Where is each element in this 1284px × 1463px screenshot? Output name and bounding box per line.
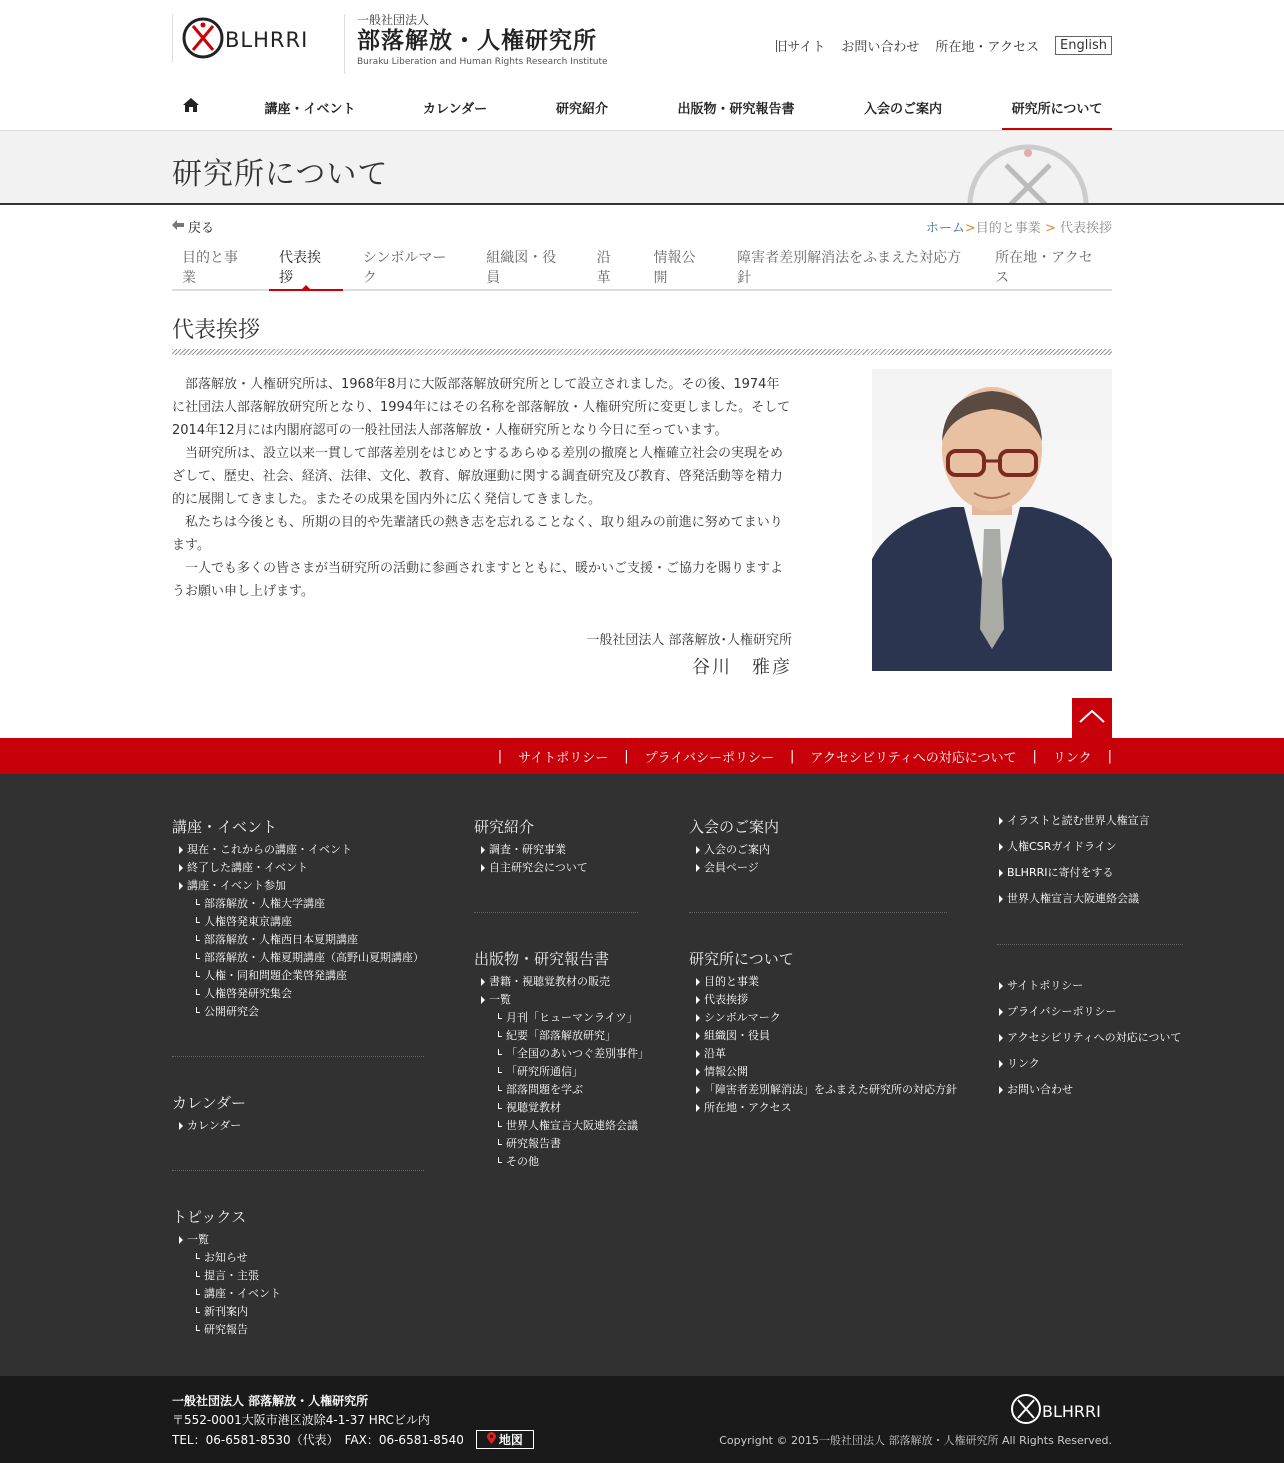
footer-link[interactable]: 講座・イベント xyxy=(172,1285,281,1303)
copyright: Copyright © 2015一般社団法人 部落解放・人権研究所 All Rights Reserved. xyxy=(719,1434,1112,1447)
footer-link[interactable]: 世界人権宣言大阪連絡会議 xyxy=(992,886,1150,912)
footer-link[interactable]: その他 xyxy=(474,1153,649,1171)
greeting-paragraph: 部落解放・人権研究所は、1968年8月に大阪部落解放研究所として設立されました。その後、1974年に社団法人部落解放研究所となり、1994年にはその名称を部落解放・人権研究所に変更しました。そして2014年12月には内閣府認可の一般社団法人部落解放・人権研究所となり今日に至っています。 xyxy=(172,377,791,438)
tab-organization[interactable]: 組織図・役員 xyxy=(486,250,557,286)
footer-events xyxy=(172,816,424,1021)
privacy-policy-link[interactable]: プライバシーポリシー xyxy=(644,750,775,766)
footer-link[interactable]: イラストと読む世界人権宣言 xyxy=(992,808,1150,834)
english-link[interactable]: English xyxy=(1055,36,1112,55)
footer-contact xyxy=(172,1430,534,1449)
blhrri-logo-mark[interactable] xyxy=(172,14,332,62)
signature-org: 一般社団法人 部落解放･人権研究所 xyxy=(586,633,792,648)
footer-link[interactable]: 世界人権宣言大阪連絡会議 xyxy=(474,1117,649,1135)
divider: | xyxy=(1032,748,1037,764)
back-button[interactable] xyxy=(172,217,214,236)
footer-divider xyxy=(997,944,1183,945)
footer-link[interactable]: お問い合わせ xyxy=(992,1077,1181,1103)
old-site-link[interactable]: 旧サイト xyxy=(774,40,826,55)
footer-logo[interactable] xyxy=(1010,1392,1112,1430)
breadcrumb-home[interactable]: ホーム xyxy=(925,221,965,236)
footer-link[interactable]: サイトポリシー xyxy=(992,973,1181,999)
nav-calendar[interactable]: カレンダー xyxy=(422,101,488,117)
map-pin-icon xyxy=(487,1432,496,1447)
footer-link[interactable]: 部落解放・人権大学講座 xyxy=(172,895,424,913)
footer-link[interactable]: 提言・主張 xyxy=(172,1267,281,1285)
sub-bar xyxy=(172,205,1112,245)
footer-external-links xyxy=(992,808,1150,912)
nav-home[interactable] xyxy=(172,84,210,130)
accessibility-link[interactable]: アクセシビリティへの対応について xyxy=(810,750,1017,766)
footer-bottom xyxy=(0,1376,1284,1463)
site-policy-link[interactable]: サイトポリシー xyxy=(518,750,609,766)
footer-link[interactable]: 月刊「ヒューマンライツ」 xyxy=(474,1009,649,1027)
home-icon xyxy=(182,97,200,117)
footer-sitemap xyxy=(0,774,1284,1376)
breadcrumb-sep: > xyxy=(1044,221,1056,236)
footer-link[interactable]: 新刊案内 xyxy=(172,1303,281,1321)
footer-heading[interactable]: 研究所について xyxy=(689,950,794,968)
footer-link[interactable]: 目的と事業 xyxy=(689,973,957,991)
footer-heading[interactable]: 入会のご案内 xyxy=(689,818,780,836)
chevron-up-icon xyxy=(1079,709,1105,727)
nav-research[interactable]: 研究紹介 xyxy=(555,101,608,117)
nav-about[interactable]: 研究所について xyxy=(1002,84,1112,130)
footer-heading[interactable]: 講座・イベント xyxy=(172,818,278,836)
footer-link[interactable]: 所在地・アクセス xyxy=(689,1099,957,1117)
greeting-paragraph: 一人でも多くの皆さまが当研究所の活動に参画されますとともに、暖かいご支援・ご協力を賜りますようお願い申し上げます。 xyxy=(172,561,784,599)
footer-link[interactable]: 一覧 xyxy=(172,1231,281,1249)
footer-link[interactable]: 組織図・役員 xyxy=(689,1027,957,1045)
site-logo[interactable] xyxy=(172,14,608,74)
section-heading: 代表挨拶 xyxy=(172,318,261,343)
footer-link[interactable]: シンボルマーク xyxy=(689,1009,957,1027)
access-link[interactable]: 所在地・アクセス xyxy=(935,40,1040,55)
symbol-watermark-icon xyxy=(966,139,1096,205)
links-link[interactable]: リンク xyxy=(1052,750,1092,766)
footer-link[interactable]: 書籍・視聴覚教材の販売 xyxy=(474,973,649,991)
breadcrumb xyxy=(926,217,1112,236)
footer-membership xyxy=(689,816,779,877)
footer-link[interactable]: 「障害者差別解消法」をふまえた研究所の対応方針 xyxy=(689,1081,957,1099)
footer-tel: TEL：06-6581-8530（代表） FAX：06-6581-8540 xyxy=(172,1433,464,1447)
footer-calendar xyxy=(172,1092,246,1135)
footer-link[interactable]: 紀要「部落解放研究」 xyxy=(474,1027,649,1045)
footer-logo-text: BLHRRI xyxy=(1042,1402,1101,1421)
footer-link[interactable]: 研究報告書 xyxy=(474,1135,649,1153)
greeting-message xyxy=(172,373,792,603)
footer-address: 〒552-0001大阪市港区波除4-1-37 HRCビル内 xyxy=(172,1413,430,1427)
footer-publications xyxy=(474,948,649,1171)
footer-link[interactable]: 講座・イベント参加 xyxy=(172,877,424,895)
map-label: 地図 xyxy=(498,1433,523,1447)
logo-en: Buraku Liberation and Human Rights Research Institute xyxy=(357,57,608,67)
greeting-content xyxy=(172,355,1112,695)
footer-link[interactable]: 調査・研究事業 xyxy=(474,841,588,859)
footer-link[interactable]: 部落解放・人権西日本夏期講座 xyxy=(172,931,424,949)
tab-disability-policy[interactable]: 障害者差別解消法をふまえた対応方針 xyxy=(737,250,962,286)
footer-topics xyxy=(172,1206,281,1339)
footer-link[interactable]: 人権啓発研究集会 xyxy=(172,985,424,1003)
footer-link[interactable]: 「全国のあいつぐ差別事件」 xyxy=(474,1045,649,1063)
footer-link[interactable]: リンク xyxy=(992,1051,1181,1077)
president-portrait xyxy=(872,369,1112,671)
footer-link[interactable]: 自主研究会について xyxy=(474,859,588,877)
tab-symbol[interactable]: シンボルマーク xyxy=(362,250,447,286)
logo-small: 一般社団法人 xyxy=(357,13,430,27)
footer-link[interactable]: 公開研究会 xyxy=(172,1003,424,1021)
breadcrumb-sep: > xyxy=(964,221,976,236)
arrow-left-icon xyxy=(172,219,184,234)
footer-link[interactable]: 部落解放・人権夏期講座（高野山夏期講座） xyxy=(172,949,424,967)
nav-events[interactable]: 講座・イベント xyxy=(264,101,356,117)
logo-main: 部落解放・人権研究所 xyxy=(357,28,597,54)
logo-mark-text: BLHRRI xyxy=(225,28,309,52)
back-label: 戻る xyxy=(188,221,215,236)
site-header xyxy=(172,0,1112,84)
footer-heading[interactable]: 出版物・研究報告書 xyxy=(474,950,610,968)
footer-link[interactable]: 人権・同和問題企業啓発講座 xyxy=(172,967,424,985)
map-button[interactable] xyxy=(476,1430,534,1449)
footer-divider xyxy=(474,912,638,913)
tab-greeting[interactable]: 代表挨拶 xyxy=(269,245,343,289)
divider: | xyxy=(624,748,629,764)
footer-link[interactable]: 終了した講座・イベント xyxy=(172,859,424,877)
logo-text xyxy=(344,14,608,74)
footer-link-band xyxy=(0,738,1284,774)
greeting-paragraph: 当研究所は、設立以来一貫して部落差別をはじめとするあらゆる差別の撤廃と人権確立社会の実現をめざして、歴史、社会、経済、法律、文化、教育、解放運動に関する調査研究及び教育、啓発活動等を精力的に展開してきました。またその成果を国内外に広く発信してきました。 xyxy=(172,446,784,507)
footer-link[interactable]: カレンダー xyxy=(172,1117,246,1135)
greeting-paragraph: 私たちは今後とも、所期の目的や先輩諸氏の熱き志を忘れることなく、取り組みの前進に努めてまいります。 xyxy=(172,515,783,553)
footer-link[interactable]: プライバシーポリシー xyxy=(992,999,1181,1025)
divider: | xyxy=(497,748,503,764)
footer-link[interactable]: 視聴覚教材 xyxy=(474,1099,649,1117)
tab-disclosure[interactable]: 情報公開 xyxy=(653,250,696,286)
footer-link[interactable]: 沿革 xyxy=(689,1045,957,1063)
tab-purpose[interactable]: 目的と事業 xyxy=(182,250,238,286)
tab-access[interactable]: 所在地・アクセス xyxy=(995,250,1093,286)
signature-name: 谷川 雅彦 xyxy=(692,657,792,678)
footer-link[interactable]: 情報公開 xyxy=(689,1063,957,1081)
footer-divider xyxy=(172,1056,424,1057)
footer-about xyxy=(689,948,957,1117)
contact-link[interactable]: お問い合わせ xyxy=(841,40,920,55)
footer-divider xyxy=(172,1170,424,1171)
global-nav xyxy=(172,84,1112,130)
footer-org-name: 一般社団法人 部落解放・人権研究所 xyxy=(172,1394,369,1408)
footer-link[interactable]: 一覧 xyxy=(474,991,649,1009)
tab-history[interactable]: 沿革 xyxy=(596,250,611,286)
footer-link[interactable]: 現在・これからの講座・イベント xyxy=(172,841,424,859)
footer-link[interactable]: 代表挨拶 xyxy=(689,991,957,1009)
section-tabs xyxy=(172,245,1112,291)
footer-link[interactable]: アクセシビリティへの対応について xyxy=(992,1025,1181,1051)
footer-link[interactable]: 会員ページ xyxy=(689,859,779,877)
page-title-band xyxy=(0,131,1284,205)
utility-nav xyxy=(774,36,1112,55)
footer-heading[interactable]: 研究紹介 xyxy=(474,818,535,836)
divider: | xyxy=(790,748,795,764)
footer-link[interactable]: お知らせ xyxy=(172,1249,281,1267)
footer-heading[interactable]: カレンダー xyxy=(172,1094,247,1112)
divider: | xyxy=(1107,748,1112,764)
footer-link[interactable]: 部落問題を学ぶ xyxy=(474,1081,649,1099)
nav-publications[interactable]: 出版物・研究報告書 xyxy=(677,101,795,117)
page-title: 研究所について xyxy=(172,157,389,192)
breadcrumb-current: 代表挨拶 xyxy=(1059,221,1112,236)
footer-link[interactable]: 入会のご案内 xyxy=(689,841,779,859)
breadcrumb-mid[interactable]: 目的と事業 xyxy=(975,221,1041,236)
footer-link[interactable]: 「研究所通信」 xyxy=(474,1063,649,1081)
footer-link[interactable]: 人権啓発東京講座 xyxy=(172,913,424,931)
footer-band-links xyxy=(482,738,1112,774)
footer-heading[interactable]: トピックス xyxy=(172,1208,247,1226)
footer-policy-links xyxy=(992,973,1181,1103)
nav-membership[interactable]: 入会のご案内 xyxy=(863,101,942,117)
footer-divider xyxy=(689,912,947,913)
footer-link[interactable]: 研究報告 xyxy=(172,1321,281,1339)
footer-research xyxy=(474,816,588,877)
page-top-button[interactable] xyxy=(1072,698,1112,738)
footer-link[interactable]: 人権CSRガイドライン xyxy=(992,834,1150,860)
footer-link[interactable]: BLHRRIに寄付をする xyxy=(992,860,1150,886)
